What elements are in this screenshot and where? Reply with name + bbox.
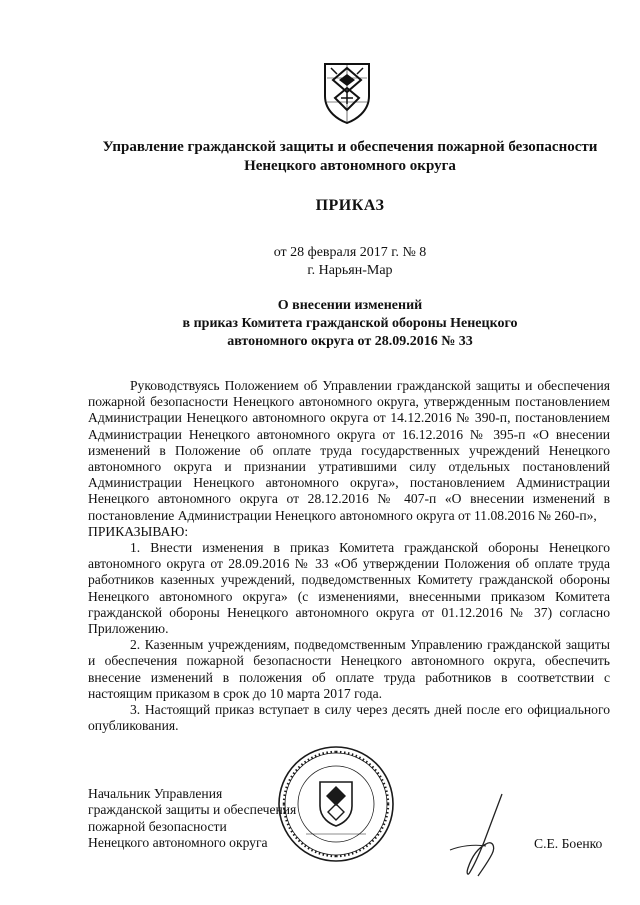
subject-line-1: О внесении изменений	[277, 298, 423, 313]
signatory-position	[88, 786, 318, 852]
date-line: от 28 февраля 2017 г. № 8	[273, 245, 427, 260]
document-subject	[0, 297, 640, 351]
document-meta	[0, 244, 640, 280]
preamble-paragraph: Руководствуясь Положением об Управлении гражданской защиты и обеспечения пожарной безопасности Ненецкого автономного округа, утвержденным постановлением Администрации Ненецкого автономного округа от 14.12.2016 № 390-п, постановлением Администрации Ненецкого автономного округа от 16.12.2016 № 395-п «О внесении изменений в Положение об оплате труда государственных учреждений Ненецкого автономного округа и признании утратившими силу отдельных постановлений Администрации Ненецкого автономного округа», постановлением Администрации Ненецкого автономного округа от 28.12.2016 № 407-п «О внесении изменений в постановление Администрации Ненецкого автономного округа от 11.08.2016 № 260-п»,	[88, 378, 610, 523]
handwritten-signature	[440, 790, 520, 880]
subject-line-2: в приказ Комитета гражданской обороны Ненецкого	[182, 316, 518, 331]
signatory-name: С.Е. Боенко	[534, 836, 603, 851]
position-line-3: пожарной безопасности	[88, 818, 227, 834]
place-line: г. Нарьян-Мар	[307, 263, 393, 278]
position-line-4: Ненецкого автономного округа	[88, 835, 268, 851]
item-1-paragraph: 1. Внести изменения в приказ Комитета гражданской обороны Ненецкого автономного округа от 28.09.2016 № 33 «Об утверждении Положения об оплате труда работников казенных учреждений, подведомственных Комитету гражданской обороны Ненецкого автономного округа» (с изменениями, внесенными приказом Комитета гражданской обороны Ненецкого автономного округа от 01.12.2016 № 37) согласно Приложению.	[88, 540, 610, 637]
subject-line-3: автономного округа от 28.09.2016 № 33	[227, 334, 473, 349]
organization-line-2: Ненецкого автономного округа	[244, 158, 456, 174]
command-word: ПРИКАЗЫВАЮ:	[88, 523, 189, 539]
document-type: ПРИКАЗ	[315, 197, 385, 214]
item-3-paragraph: 3. Настоящий приказ вступает в силу через десять дней после его официального опубликования.	[88, 702, 610, 734]
item-2-paragraph: 2. Казенным учреждениям, подведомственным Управлению гражданской защиты и обеспечения пожарной безопасности Ненецкого автономного округа, обеспечить внесение изменений в положения об оплате труда работников в соответствии с настоящим приказом в срок до 10 марта 2017 года.	[88, 637, 610, 701]
document-body	[88, 378, 610, 734]
position-line-2: гражданской защиты и обеспечения	[88, 802, 297, 818]
organization-line-1: Управление гражданской защиты и обеспечения пожарной безопасности	[102, 139, 598, 155]
organization-name	[0, 138, 640, 176]
position-line-1: Начальник Управления	[88, 786, 223, 801]
coat-of-arms-icon	[321, 58, 373, 124]
